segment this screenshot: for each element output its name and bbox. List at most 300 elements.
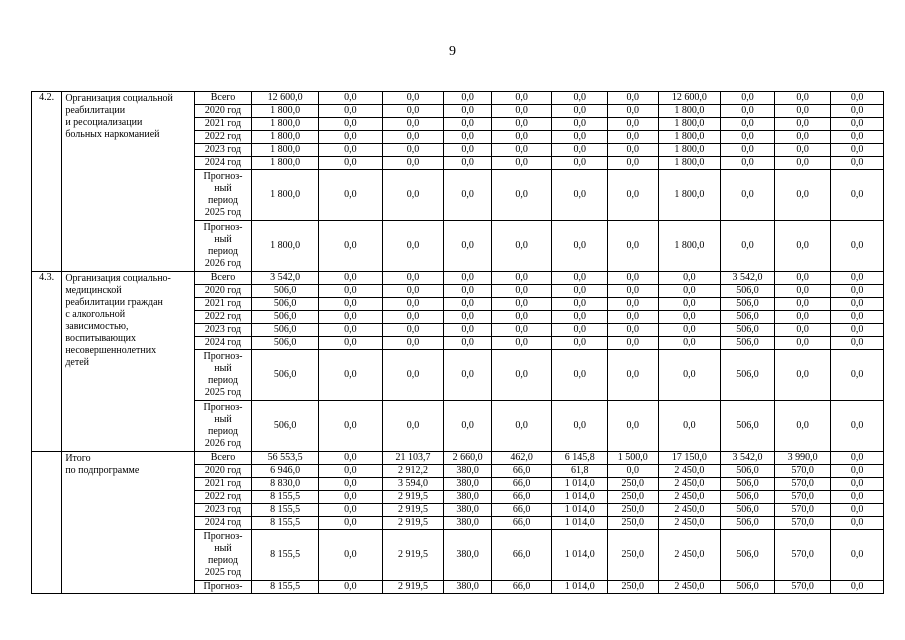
value-cell: 66,0 <box>491 530 552 581</box>
value-cell: 1 800,0 <box>658 170 721 221</box>
value-cell: 0,0 <box>831 131 884 144</box>
value-cell: 250,0 <box>608 581 659 594</box>
value-cell: 0,0 <box>552 337 608 350</box>
value-cell: 17 150,0 <box>658 452 721 465</box>
value-cell: 0,0 <box>444 401 492 452</box>
value-cell: 506,0 <box>252 298 319 311</box>
value-cell: 506,0 <box>721 337 775 350</box>
value-cell: 1 800,0 <box>252 157 319 170</box>
section-name-line: зависимостью, <box>65 321 129 332</box>
value-cell: 1 800,0 <box>658 221 721 272</box>
value-cell: 380,0 <box>444 491 492 504</box>
period-line: Всего <box>210 272 236 283</box>
value-cell: 0,0 <box>552 105 608 118</box>
value-cell: 0,0 <box>721 92 775 105</box>
value-cell: 3 542,0 <box>721 452 775 465</box>
value-cell: 0,0 <box>774 118 831 131</box>
value-cell: 0,0 <box>552 144 608 157</box>
value-cell: 0,0 <box>491 401 552 452</box>
value-cell: 66,0 <box>491 517 552 530</box>
value-cell: 250,0 <box>608 504 659 517</box>
period-line: 2020 год <box>204 285 242 296</box>
section-number: 4.3. <box>32 272 62 452</box>
value-cell: 0,0 <box>382 337 444 350</box>
value-cell: 1 800,0 <box>252 221 319 272</box>
value-cell: 1 800,0 <box>658 105 721 118</box>
period-line: Прогноз- <box>203 531 243 542</box>
value-cell: 0,0 <box>774 285 831 298</box>
value-cell: 0,0 <box>319 401 383 452</box>
value-cell: 506,0 <box>252 401 319 452</box>
value-cell: 0,0 <box>552 285 608 298</box>
value-cell: 0,0 <box>319 337 383 350</box>
value-cell: 0,0 <box>491 92 552 105</box>
value-cell: 8 155,5 <box>252 530 319 581</box>
value-cell: 1 800,0 <box>658 118 721 131</box>
value-cell: 0,0 <box>444 221 492 272</box>
value-cell: 0,0 <box>831 581 884 594</box>
value-cell: 2 919,5 <box>382 530 444 581</box>
value-cell: 0,0 <box>444 118 492 131</box>
value-cell: 250,0 <box>608 517 659 530</box>
section-name-line: больных наркоманией <box>65 129 160 140</box>
value-cell: 0,0 <box>721 157 775 170</box>
value-cell: 2 919,5 <box>382 504 444 517</box>
value-cell: 3 594,0 <box>382 478 444 491</box>
value-cell: 0,0 <box>831 105 884 118</box>
value-cell: 0,0 <box>319 170 383 221</box>
value-cell: 0,0 <box>444 144 492 157</box>
value-cell: 1 800,0 <box>252 118 319 131</box>
period-line: ный <box>214 414 232 425</box>
value-cell: 0,0 <box>444 92 492 105</box>
value-cell: 506,0 <box>721 581 775 594</box>
period-line: 2020 год <box>204 465 242 476</box>
section-name-line: детей <box>65 357 89 368</box>
value-cell: 570,0 <box>774 491 831 504</box>
period-line: 2021 год <box>204 118 242 129</box>
value-cell: 0,0 <box>491 144 552 157</box>
value-cell: 0,0 <box>658 350 721 401</box>
value-cell: 8 155,5 <box>252 517 319 530</box>
value-cell: 0,0 <box>774 311 831 324</box>
value-cell: 506,0 <box>252 350 319 401</box>
value-cell: 0,0 <box>831 401 884 452</box>
value-cell: 3 542,0 <box>721 272 775 285</box>
table-row <box>32 92 884 105</box>
period-line: Прогноз- <box>203 581 243 592</box>
table-row <box>32 452 884 465</box>
value-cell: 0,0 <box>382 144 444 157</box>
value-cell: 570,0 <box>774 530 831 581</box>
period-line: ный <box>214 183 232 194</box>
value-cell: 0,0 <box>831 144 884 157</box>
value-cell: 0,0 <box>552 157 608 170</box>
period-line: 2024 год <box>204 517 242 528</box>
value-cell: 0,0 <box>444 285 492 298</box>
value-cell: 66,0 <box>491 581 552 594</box>
period-line: 2025 год <box>204 207 242 218</box>
value-cell: 0,0 <box>831 478 884 491</box>
value-cell: 380,0 <box>444 478 492 491</box>
value-cell: 0,0 <box>491 311 552 324</box>
value-cell: 0,0 <box>382 311 444 324</box>
period-cell <box>194 350 252 401</box>
value-cell: 506,0 <box>721 530 775 581</box>
value-cell: 0,0 <box>608 221 659 272</box>
value-cell: 462,0 <box>491 452 552 465</box>
value-cell: 1 800,0 <box>252 131 319 144</box>
value-cell: 0,0 <box>831 452 884 465</box>
value-cell: 0,0 <box>831 92 884 105</box>
period-cell <box>194 118 252 131</box>
value-cell: 66,0 <box>491 504 552 517</box>
value-cell: 0,0 <box>319 285 383 298</box>
period-cell <box>194 324 252 337</box>
value-cell: 0,0 <box>831 491 884 504</box>
value-cell: 0,0 <box>721 118 775 131</box>
value-cell: 570,0 <box>774 478 831 491</box>
value-cell: 0,0 <box>444 157 492 170</box>
value-cell: 250,0 <box>608 530 659 581</box>
value-cell: 0,0 <box>444 350 492 401</box>
period-line: Всего <box>210 452 236 463</box>
period-line: 2022 год <box>204 311 242 322</box>
value-cell: 61,8 <box>552 465 608 478</box>
value-cell: 1 800,0 <box>252 105 319 118</box>
value-cell: 0,0 <box>491 170 552 221</box>
value-cell: 0,0 <box>491 105 552 118</box>
period-cell <box>194 221 252 272</box>
value-cell: 66,0 <box>491 491 552 504</box>
value-cell: 6 946,0 <box>252 465 319 478</box>
budget-table <box>31 91 884 594</box>
value-cell: 506,0 <box>252 285 319 298</box>
value-cell: 0,0 <box>382 401 444 452</box>
value-cell: 0,0 <box>608 118 659 131</box>
value-cell: 0,0 <box>382 285 444 298</box>
value-cell: 0,0 <box>608 311 659 324</box>
value-cell: 0,0 <box>319 131 383 144</box>
value-cell: 0,0 <box>831 298 884 311</box>
value-cell: 66,0 <box>491 465 552 478</box>
value-cell: 56 553,5 <box>252 452 319 465</box>
period-cell <box>194 581 252 594</box>
value-cell: 0,0 <box>552 92 608 105</box>
period-cell <box>194 504 252 517</box>
value-cell: 0,0 <box>721 131 775 144</box>
value-cell: 0,0 <box>319 530 383 581</box>
value-cell: 506,0 <box>721 285 775 298</box>
value-cell: 0,0 <box>774 105 831 118</box>
value-cell: 570,0 <box>774 504 831 517</box>
value-cell: 0,0 <box>831 530 884 581</box>
value-cell: 0,0 <box>774 221 831 272</box>
value-cell: 0,0 <box>831 118 884 131</box>
value-cell: 0,0 <box>552 350 608 401</box>
period-cell <box>194 131 252 144</box>
value-cell: 0,0 <box>319 144 383 157</box>
value-cell: 1 800,0 <box>252 144 319 157</box>
value-cell: 0,0 <box>382 298 444 311</box>
value-cell: 1 014,0 <box>552 530 608 581</box>
value-cell: 2 450,0 <box>658 581 721 594</box>
period-cell <box>194 530 252 581</box>
value-cell: 0,0 <box>319 350 383 401</box>
value-cell: 0,0 <box>319 105 383 118</box>
section-name-line: и ресоциализации <box>65 117 143 128</box>
value-cell: 0,0 <box>491 324 552 337</box>
value-cell: 506,0 <box>721 324 775 337</box>
value-cell: 2 912,2 <box>382 465 444 478</box>
value-cell: 0,0 <box>552 298 608 311</box>
value-cell: 0,0 <box>382 157 444 170</box>
value-cell: 0,0 <box>608 170 659 221</box>
period-line: ный <box>214 234 232 245</box>
period-cell <box>194 401 252 452</box>
value-cell: 380,0 <box>444 517 492 530</box>
period-line: Прогноз- <box>203 402 243 413</box>
period-line: 2022 год <box>204 491 242 502</box>
value-cell: 0,0 <box>444 324 492 337</box>
period-cell <box>194 452 252 465</box>
value-cell: 506,0 <box>721 517 775 530</box>
value-cell: 8 155,5 <box>252 491 319 504</box>
value-cell: 1 800,0 <box>658 157 721 170</box>
value-cell: 8 155,5 <box>252 504 319 517</box>
value-cell: 8 830,0 <box>252 478 319 491</box>
value-cell: 0,0 <box>319 221 383 272</box>
period-cell <box>194 285 252 298</box>
value-cell: 506,0 <box>252 324 319 337</box>
value-cell: 0,0 <box>382 170 444 221</box>
value-cell: 0,0 <box>608 350 659 401</box>
value-cell: 0,0 <box>831 170 884 221</box>
period-line: 2023 год <box>204 324 242 335</box>
value-cell: 0,0 <box>444 170 492 221</box>
value-cell: 0,0 <box>552 311 608 324</box>
value-cell: 0,0 <box>491 131 552 144</box>
period-line: период <box>208 555 238 566</box>
period-cell <box>194 105 252 118</box>
value-cell: 0,0 <box>319 118 383 131</box>
period-line: 2025 год <box>204 387 242 398</box>
value-cell: 0,0 <box>382 92 444 105</box>
value-cell: 0,0 <box>831 324 884 337</box>
value-cell: 0,0 <box>774 157 831 170</box>
value-cell: 0,0 <box>382 131 444 144</box>
value-cell: 0,0 <box>491 118 552 131</box>
value-cell: 1 800,0 <box>658 144 721 157</box>
value-cell: 380,0 <box>444 504 492 517</box>
period-line: 2023 год <box>204 144 242 155</box>
value-cell: 0,0 <box>608 324 659 337</box>
value-cell: 0,0 <box>319 478 383 491</box>
table-row <box>32 272 884 285</box>
value-cell: 0,0 <box>319 92 383 105</box>
value-cell: 0,0 <box>831 272 884 285</box>
section-name <box>62 452 194 594</box>
value-cell: 6 145,8 <box>552 452 608 465</box>
value-cell: 2 450,0 <box>658 465 721 478</box>
value-cell: 0,0 <box>831 504 884 517</box>
value-cell: 66,0 <box>491 478 552 491</box>
value-cell: 0,0 <box>608 157 659 170</box>
value-cell: 2 450,0 <box>658 478 721 491</box>
value-cell: 0,0 <box>721 144 775 157</box>
value-cell: 0,0 <box>658 272 721 285</box>
value-cell: 0,0 <box>831 517 884 530</box>
value-cell: 21 103,7 <box>382 452 444 465</box>
value-cell: 570,0 <box>774 517 831 530</box>
period-cell <box>194 491 252 504</box>
period-line: 2026 год <box>204 438 242 449</box>
value-cell: 0,0 <box>319 517 383 530</box>
value-cell: 0,0 <box>774 337 831 350</box>
value-cell: 0,0 <box>319 465 383 478</box>
value-cell: 3 542,0 <box>252 272 319 285</box>
value-cell: 570,0 <box>774 465 831 478</box>
value-cell: 0,0 <box>608 465 659 478</box>
value-cell: 0,0 <box>552 170 608 221</box>
value-cell: 0,0 <box>552 272 608 285</box>
period-cell <box>194 157 252 170</box>
value-cell: 3 990,0 <box>774 452 831 465</box>
value-cell: 0,0 <box>491 157 552 170</box>
value-cell: 0,0 <box>382 105 444 118</box>
period-cell <box>194 298 252 311</box>
value-cell: 0,0 <box>319 324 383 337</box>
value-cell: 0,0 <box>774 92 831 105</box>
value-cell: 1 014,0 <box>552 478 608 491</box>
value-cell: 0,0 <box>319 491 383 504</box>
section-name-line: Организация социально- <box>65 273 171 284</box>
value-cell: 0,0 <box>444 311 492 324</box>
value-cell: 0,0 <box>319 157 383 170</box>
value-cell: 506,0 <box>721 311 775 324</box>
value-cell: 0,0 <box>552 118 608 131</box>
section-name-line: медицинской <box>65 285 122 296</box>
period-cell <box>194 311 252 324</box>
value-cell: 1 014,0 <box>552 517 608 530</box>
period-line: ный <box>214 543 232 554</box>
value-cell: 0,0 <box>658 337 721 350</box>
value-cell: 0,0 <box>552 221 608 272</box>
value-cell: 2 919,5 <box>382 581 444 594</box>
period-cell <box>194 337 252 350</box>
section-name-line: несовершеннолетних <box>65 345 157 356</box>
value-cell: 2 450,0 <box>658 530 721 581</box>
value-cell: 0,0 <box>552 324 608 337</box>
value-cell: 0,0 <box>831 311 884 324</box>
value-cell: 0,0 <box>491 221 552 272</box>
value-cell: 1 800,0 <box>658 131 721 144</box>
value-cell: 1 500,0 <box>608 452 659 465</box>
value-cell: 0,0 <box>608 272 659 285</box>
value-cell: 0,0 <box>608 131 659 144</box>
section-number <box>32 452 62 594</box>
value-cell: 0,0 <box>658 401 721 452</box>
value-cell: 0,0 <box>774 350 831 401</box>
value-cell: 0,0 <box>319 504 383 517</box>
section-number: 4.2. <box>32 92 62 272</box>
value-cell: 2 450,0 <box>658 491 721 504</box>
value-cell: 250,0 <box>608 491 659 504</box>
period-cell <box>194 272 252 285</box>
period-line: период <box>208 375 238 386</box>
value-cell: 0,0 <box>608 401 659 452</box>
value-cell: 0,0 <box>774 131 831 144</box>
value-cell: 0,0 <box>774 144 831 157</box>
value-cell: 1 014,0 <box>552 504 608 517</box>
period-line: 2024 год <box>204 157 242 168</box>
value-cell: 1 014,0 <box>552 581 608 594</box>
period-cell <box>194 170 252 221</box>
value-cell: 0,0 <box>831 337 884 350</box>
value-cell: 0,0 <box>831 221 884 272</box>
value-cell: 0,0 <box>774 170 831 221</box>
section-name-line: по подпрограмме <box>65 465 140 476</box>
period-line: период <box>208 246 238 257</box>
value-cell: 0,0 <box>721 170 775 221</box>
section-name <box>62 272 194 452</box>
value-cell: 0,0 <box>721 105 775 118</box>
value-cell: 0,0 <box>552 401 608 452</box>
value-cell: 506,0 <box>721 350 775 401</box>
value-cell: 1 800,0 <box>252 170 319 221</box>
page-number: 9 <box>449 44 456 59</box>
value-cell: 0,0 <box>774 298 831 311</box>
section-name-line: Организация социальной <box>65 93 173 104</box>
value-cell: 506,0 <box>721 478 775 491</box>
value-cell: 0,0 <box>774 272 831 285</box>
value-cell: 2 660,0 <box>444 452 492 465</box>
value-cell: 0,0 <box>774 401 831 452</box>
value-cell: 250,0 <box>608 478 659 491</box>
value-cell: 0,0 <box>552 131 608 144</box>
value-cell: 506,0 <box>721 504 775 517</box>
value-cell: 0,0 <box>319 581 383 594</box>
value-cell: 0,0 <box>831 157 884 170</box>
period-line: 2026 год <box>204 258 242 269</box>
value-cell: 0,0 <box>319 311 383 324</box>
period-line: ный <box>214 363 232 374</box>
period-line: 2021 год <box>204 478 242 489</box>
value-cell: 0,0 <box>831 350 884 401</box>
period-line: 2025 год <box>204 567 242 578</box>
value-cell: 0,0 <box>444 298 492 311</box>
value-cell: 0,0 <box>444 105 492 118</box>
value-cell: 0,0 <box>491 285 552 298</box>
period-line: 2023 год <box>204 504 242 515</box>
section-name-line: воспитывающих <box>65 333 136 344</box>
value-cell: 2 919,5 <box>382 491 444 504</box>
value-cell: 506,0 <box>721 465 775 478</box>
value-cell: 0,0 <box>658 311 721 324</box>
value-cell: 0,0 <box>721 221 775 272</box>
value-cell: 12 600,0 <box>252 92 319 105</box>
value-cell: 2 919,5 <box>382 517 444 530</box>
value-cell: 0,0 <box>608 92 659 105</box>
period-line: Прогноз- <box>203 351 243 362</box>
value-cell: 0,0 <box>608 105 659 118</box>
value-cell: 506,0 <box>721 298 775 311</box>
value-cell: 0,0 <box>608 337 659 350</box>
period-line: Прогноз- <box>203 171 243 182</box>
value-cell: 0,0 <box>491 298 552 311</box>
value-cell: 0,0 <box>444 272 492 285</box>
period-line: 2020 год <box>204 105 242 116</box>
